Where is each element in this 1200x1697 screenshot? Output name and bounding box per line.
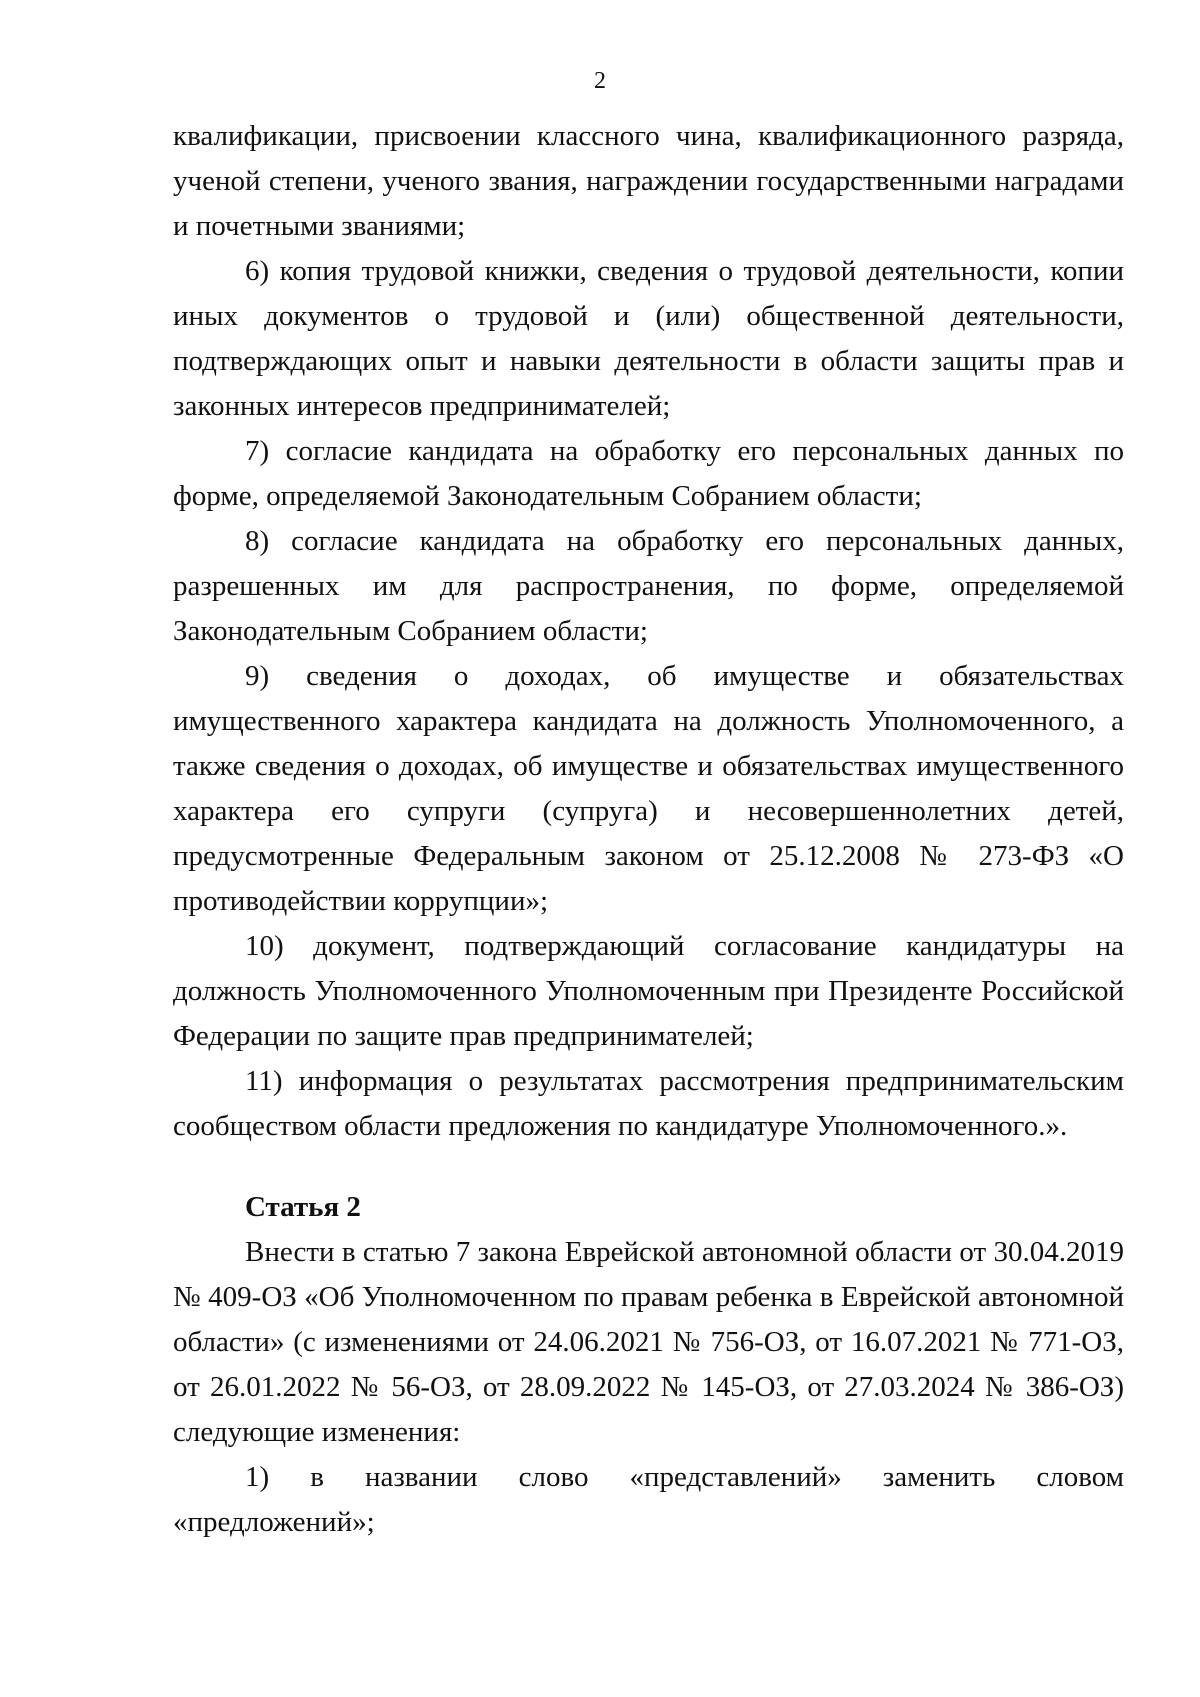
document-body (173, 114, 1124, 1545)
list-item-10: 10) документ, подтверждающий согласование кандидатуры на должность Уполномоченного Уполномоченным при Президенте Российской Федерации по защите прав предпринимателей; (173, 930, 1124, 1052)
list-item-7: 7) согласие кандидата на обработку его персональных данных по форме, определяемой Законодательным Собранием области; (173, 435, 1124, 512)
article-intro-paragraph: Внести в статью 7 закона Еврейской автономной области от 30.04.2019 № 409-ОЗ «Об Уполномоченном по правам ребенка в Еврейской автономной области» (с изменениями от 24.06.2021 № 756-ОЗ, от 16.07.2021 № 771-ОЗ, от 26.01.2022 № 56-ОЗ, от 28.09.2022 № 145-ОЗ, от 27.03.2024 № 386-ОЗ) следующие изменения: (173, 1236, 1124, 1448)
article-heading: Статья 2 (245, 1191, 361, 1223)
article-list-item-1: 1) в названии слово «представлений» заменить словом «предложений»; (173, 1461, 1124, 1538)
page-number: 2 (594, 68, 606, 94)
paragraph-continuation: квалификации, присвоении классного чина, квалификационного разряда, ученой степени, ученого звания, награждении государственными наградами и почетными званиями; (173, 120, 1124, 242)
list-item-11: 11) информация о результатах рассмотрения предпринимательским сообществом области предложения по кандидатуре Уполномоченного.». (173, 1065, 1124, 1142)
list-item-8: 8) согласие кандидата на обработку его персональных данных, разрешенных им для распространения, по форме, определяемой Законодательным Собранием области; (173, 525, 1124, 647)
list-item-9: 9) сведения о доходах, об имуществе и обязательствах имущественного характера кандидата на должность Уполномоченного, а также сведения о доходах, об имуществе и обязательствах имущественного характера его супруги (супруга) и несовершеннолетних детей, предусмотренные Федеральным законом от 25.12.2008 № 273-ФЗ «О противодействии коррупции»; (173, 660, 1124, 917)
list-item-6: 6) копия трудовой книжки, сведения о трудовой деятельности, копии иных документов о трудовой и (или) общественной деятельности, подтверждающих опыт и навыки деятельности в области защиты прав и законных интересов предпринимателей; (173, 255, 1124, 422)
